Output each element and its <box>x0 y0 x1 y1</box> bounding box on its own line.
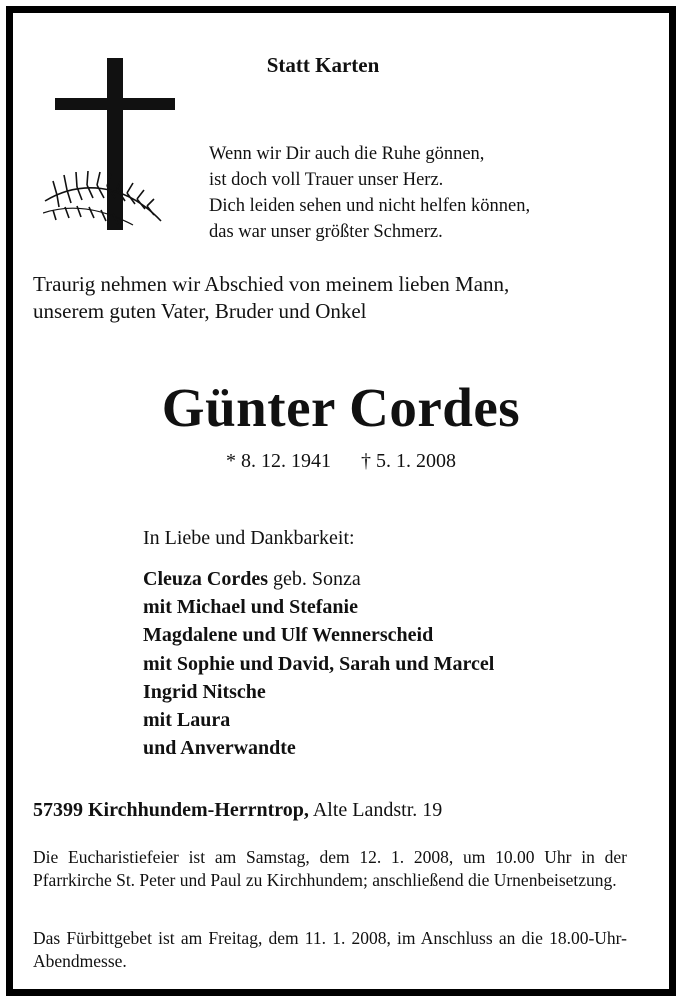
cross-with-palm-icon <box>43 53 183 238</box>
mourner-line: mit Michael und Stefanie <box>143 596 358 619</box>
mourners-intro: In Liebe und Dankbarkeit: <box>143 527 355 549</box>
mourner-line: Ingrid Nitsche <box>143 680 266 703</box>
mourners-list <box>143 565 494 762</box>
wife-name: Cleuza Cordes <box>143 568 268 590</box>
intro-line: unserem guten Vater, Bruder und Onkel <box>33 299 367 323</box>
statt-karten-heading: Statt Karten <box>266 53 380 77</box>
mourner-line: Magdalene und Ulf Wennerscheid <box>143 624 434 647</box>
eucharist-note: Die Eucharistiefeier ist am Samstag, dem 12. 1. 2008, um 10.00 Uhr in der Pfarrkirche St. Peter und Paul zu Kirchhundem; anschließend die Urnenbeisetzung. <box>33 847 627 890</box>
birth-date: * 8. 12. 1941 <box>226 450 331 472</box>
poem <box>209 141 530 245</box>
mourner-line: mit Laura <box>143 709 231 732</box>
family-address <box>33 799 442 822</box>
wife-maiden-name: geb. Sonza <box>272 568 361 590</box>
poem-line: Dich leiden sehen und nicht helfen können, <box>209 196 531 216</box>
life-dates <box>13 450 669 473</box>
death-date: † 5. 1. 2008 <box>361 450 456 472</box>
obituary-notice <box>6 6 676 996</box>
prayer-note: Das Fürbittgebet ist am Freitag, dem 11. 1. 2008, im Anschluss an die 18.00-Uhr-Abendmesse. <box>33 928 627 971</box>
farewell-intro <box>33 271 509 325</box>
mourner-line <box>143 565 494 593</box>
poem-line: ist doch voll Trauer unser Herz. <box>209 170 444 190</box>
mourner-line: mit Sophie und David, Sarah und Marcel <box>143 652 495 675</box>
mourner-line: und Anverwandte <box>143 737 296 760</box>
address-place: 57399 Kirchhundem-Herrntrop, <box>33 799 309 821</box>
intro-line: Traurig nehmen wir Abschied von meinem lieben Mann, <box>33 272 510 296</box>
poem-line: Wenn wir Dir auch die Ruhe gönnen, <box>209 144 485 164</box>
address-street: Alte Landstr. 19 <box>312 799 443 821</box>
poem-line: das war unser größter Schmerz. <box>209 222 443 242</box>
deceased-name: Günter Cordes <box>161 377 521 438</box>
